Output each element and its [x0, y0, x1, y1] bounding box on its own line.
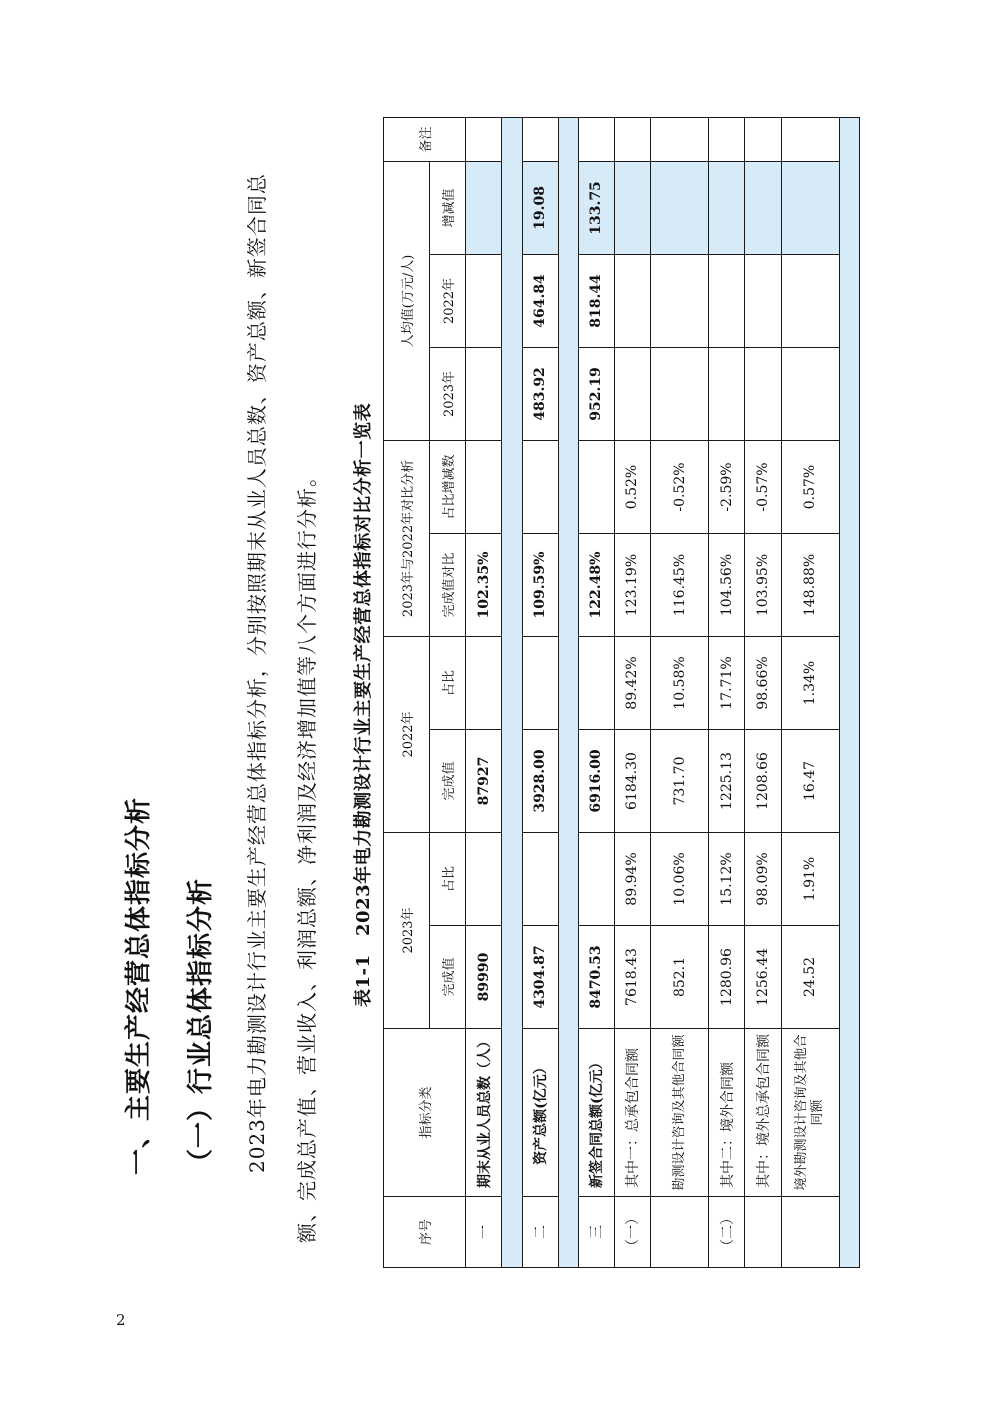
cell-value-2022: 731.70 — [651, 730, 709, 833]
cell-compare: 103.95% — [745, 534, 781, 637]
body-paragraph-text: 2023年电力勘测设计行业主要生产经营总体指标分析，分别按照期末从业人员总数、资产总额、新签合同总额、完成总产值、营业收入、利润总额、净利润及经济增加值等八个方面进行分析。 — [245, 173, 319, 1243]
cell-ratio-change: -2.59% — [709, 440, 745, 533]
subheader-completed-2023: 完成值 — [430, 926, 466, 1029]
cell-ratio-2022 — [522, 637, 558, 730]
cell-pc-2023 — [709, 347, 745, 440]
header-2023: 2023年 — [384, 833, 430, 1029]
cell-ratio-change: -0.57% — [745, 440, 781, 533]
cell-ratio-2023 — [522, 833, 558, 926]
cell-pc-change — [651, 161, 709, 254]
cell-category: 其中：境外总承包合同额 — [745, 1029, 781, 1197]
cell-pc-2022 — [745, 254, 781, 347]
table-row — [745, 117, 781, 1267]
cell-value-2023: 8470.53 — [578, 926, 614, 1029]
cell-compare: 122.48% — [578, 534, 614, 637]
cell-ratio-2023: 1.91% — [781, 833, 839, 926]
cell-compare: 104.56% — [709, 534, 745, 637]
cell-pc-2022 — [466, 254, 502, 347]
cell-remark — [709, 117, 745, 161]
cell-ratio-2023: 98.09% — [745, 833, 781, 926]
table-spacer-row — [502, 117, 522, 1267]
cell-pc-2022: 818.44 — [578, 254, 614, 347]
cell-pc-2023 — [614, 347, 650, 440]
cell-category: 新签合同总额(亿元） — [578, 1029, 614, 1197]
cell-ratio-change: -0.52% — [651, 440, 709, 533]
cell-pc-2022: 464.84 — [522, 254, 558, 347]
cell-value-2022: 3928.00 — [522, 730, 558, 833]
cell-category: 其中二：境外合同额 — [709, 1029, 745, 1197]
cell-ratio-change — [522, 440, 558, 533]
cell-value-2022: 16.47 — [781, 730, 839, 833]
cell-pc-change — [709, 161, 745, 254]
cell-ratio-change: 0.52% — [614, 440, 650, 533]
cell-value-2022: 1225.13 — [709, 730, 745, 833]
cell-pc-change: 133.75 — [578, 161, 614, 254]
table-spacer-row — [558, 117, 578, 1267]
subheader-pc-2022: 2022年 — [430, 254, 466, 347]
cell-ratio-2022 — [578, 637, 614, 730]
cell-compare: 123.19% — [614, 534, 650, 637]
cell-compare: 102.35% — [466, 534, 502, 637]
header-per-capita: 人均值(万元/人) — [384, 161, 430, 440]
cell-pc-2022 — [781, 254, 839, 347]
body-paragraph — [232, 143, 332, 1243]
cell-pc-change: 19.08 — [522, 161, 558, 254]
cell-pc-change — [466, 161, 502, 254]
cell-value-2023: 1256.44 — [745, 926, 781, 1029]
subheader-pc-2023: 2023年 — [430, 347, 466, 440]
cell-ratio-2023 — [578, 833, 614, 926]
header-remark: 备注 — [384, 117, 466, 161]
cell-value-2022: 1208.66 — [745, 730, 781, 833]
cell-compare: 109.59% — [522, 534, 558, 637]
cell-ratio-2023: 89.94% — [614, 833, 650, 926]
cell-seq: （二） — [709, 1197, 745, 1268]
cell-ratio-2022: 89.42% — [614, 637, 650, 730]
table-row — [651, 117, 709, 1267]
cell-ratio-2023: 10.06% — [651, 833, 709, 926]
cell-ratio-change: 0.57% — [781, 440, 839, 533]
cell-value-2023: 1280.96 — [709, 926, 745, 1029]
cell-remark — [522, 117, 558, 161]
cell-seq: 二 — [522, 1197, 558, 1268]
cell-pc-2022 — [709, 254, 745, 347]
cell-pc-2023: 483.92 — [522, 347, 558, 440]
subheader-pc-change: 增减值 — [430, 161, 466, 254]
cell-category: 资产总额(亿元） — [522, 1029, 558, 1197]
section-heading: 一、主要生产经营总体指标分析 — [124, 796, 154, 1175]
table-row — [614, 117, 650, 1267]
table-row — [781, 117, 839, 1267]
cell-value-2022: 87927 — [466, 730, 502, 833]
cell-value-2022: 6916.00 — [578, 730, 614, 833]
cell-remark — [466, 117, 502, 161]
cell-category: 境外勘测设计咨询及其他合同额 — [781, 1029, 839, 1197]
subheader-ratio-2022: 占比 — [430, 637, 466, 730]
cell-ratio-2022: 17.71% — [709, 637, 745, 730]
cell-pc-2022 — [614, 254, 650, 347]
cell-pc-change — [614, 161, 650, 254]
table-row — [578, 117, 614, 1267]
cell-remark — [781, 117, 839, 161]
cell-pc-2022 — [651, 254, 709, 347]
cell-pc-2023 — [781, 347, 839, 440]
cell-ratio-change — [578, 440, 614, 533]
header-seq: 序号 — [384, 1197, 466, 1268]
cell-pc-2023: 952.19 — [578, 347, 614, 440]
cell-category: 勘测设计咨询及其他合同额 — [651, 1029, 709, 1197]
indicator-table — [383, 117, 860, 1268]
table-caption: 表1-1 2023年电力勘测设计行业主要生产经营总体指标对比分析一览表 — [353, 402, 374, 1007]
header-compare: 2023年与2022年对比分析 — [384, 440, 430, 636]
cell-pc-2023 — [651, 347, 709, 440]
table-row — [709, 117, 745, 1267]
subsection-heading: （一）行业总体指标分析 — [186, 877, 216, 1175]
cell-pc-change — [745, 161, 781, 254]
cell-ratio-change — [466, 440, 502, 533]
cell-pc-2023 — [745, 347, 781, 440]
cell-seq: 三 — [578, 1197, 614, 1268]
header-2022: 2022年 — [384, 637, 430, 833]
cell-remark — [578, 117, 614, 161]
cell-remark — [745, 117, 781, 161]
cell-remark — [614, 117, 650, 161]
cell-value-2022: 6184.30 — [614, 730, 650, 833]
cell-value-2023: 89990 — [466, 926, 502, 1029]
subheader-ratio-change: 占比增减数 — [430, 440, 466, 533]
cell-compare: 116.45% — [651, 534, 709, 637]
table-spacer-row — [839, 117, 859, 1267]
cell-value-2023: 24.52 — [781, 926, 839, 1029]
cell-seq — [781, 1197, 839, 1268]
cell-category: 其中一：总承包合同额 — [614, 1029, 650, 1197]
cell-ratio-2023: 15.12% — [709, 833, 745, 926]
cell-ratio-2022 — [466, 637, 502, 730]
cell-seq: （一） — [614, 1197, 650, 1268]
cell-pc-2023 — [466, 347, 502, 440]
cell-ratio-2022: 98.66% — [745, 637, 781, 730]
header-category: 指标分类 — [384, 1029, 466, 1197]
cell-category: 期末从业人员总数（人） — [466, 1029, 502, 1197]
subheader-ratio-2023: 占比 — [430, 833, 466, 926]
cell-ratio-2022: 1.34% — [781, 637, 839, 730]
cell-seq: 一 — [466, 1197, 502, 1268]
cell-remark — [651, 117, 709, 161]
subheader-completed-2022: 完成值 — [430, 730, 466, 833]
cell-seq — [745, 1197, 781, 1268]
table-row — [522, 117, 558, 1267]
cell-compare: 148.88% — [781, 534, 839, 637]
cell-value-2023: 4304.87 — [522, 926, 558, 1029]
cell-ratio-2022: 10.58% — [651, 637, 709, 730]
cell-value-2023: 852.1 — [651, 926, 709, 1029]
cell-pc-change — [781, 161, 839, 254]
subheader-completed-compare: 完成值对比 — [430, 534, 466, 637]
cell-value-2023: 7618.43 — [614, 926, 650, 1029]
table-row — [466, 117, 502, 1267]
cell-ratio-2023 — [466, 833, 502, 926]
cell-seq — [651, 1197, 709, 1268]
page-number: 2 — [116, 1311, 126, 1329]
